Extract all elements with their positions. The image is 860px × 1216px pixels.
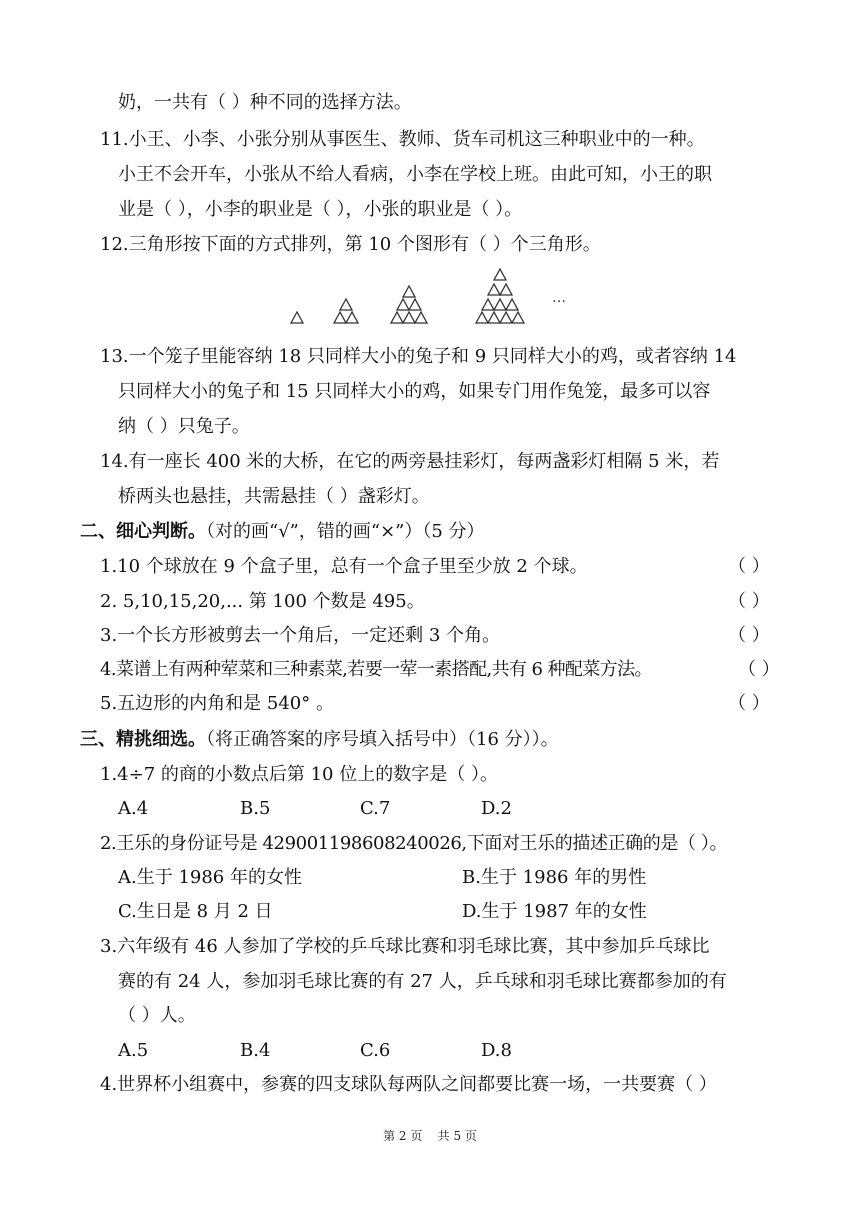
q13-line-1: 13.一个笼子里能容纳 18 只同样大小的兔子和 9 只同样大小的鸡，或者容纳 14 — [100, 346, 737, 367]
judge-item-2: 2. 5,10,15,20,... 第 100 个数是 495。 — [100, 591, 425, 612]
choice-q3-option-c[interactable]: C.6 — [360, 1040, 391, 1061]
choice-q2-option-a[interactable]: A.生于 1986 年的女性 — [118, 867, 302, 888]
choice-q3-option-a[interactable]: A.5 — [118, 1040, 149, 1061]
choice-q2-option-b[interactable]: B.生于 1986 年的男性 — [462, 867, 647, 888]
section2-heading — [80, 520, 485, 544]
triangle-ellipsis: … — [552, 290, 566, 306]
q13-line-2: 只同样大小的兔子和 15 只同样大小的鸡，如果专门用作兔笼，最多可以容 — [118, 381, 711, 402]
judge-answer-5[interactable]: （ ） — [728, 693, 770, 714]
triangle-pattern-figure — [285, 264, 585, 334]
choice-q2: 2.王乐的身份证号是 429001198608240026,下面对王乐的描述正确的是（ ）。 — [100, 833, 728, 854]
choice-q2-option-c[interactable]: C.生日是 8 月 2 日 — [118, 901, 273, 922]
choice-q1-option-c[interactable]: C.7 — [360, 798, 391, 819]
q10-tail: 奶，一共有（ ）种不同的选择方法。 — [118, 92, 412, 113]
q13-line-3: 纳（ ）只兔子。 — [118, 416, 250, 437]
judge-item-3: 3.一个长方形被剪去一个角后，一定还剩 3 个角。 — [100, 625, 501, 646]
page-footer — [0, 1128, 860, 1144]
choice-q3-line-2: 赛的有 24 人，参加羽毛球比赛的有 27 人，乒乓球和羽毛球比赛都参加的有 — [118, 971, 727, 992]
q11-line-1: 11.小王、小李、小张分别从事医生、教师、货车司机这三种职业中的一种。 — [100, 129, 705, 150]
judge-answer-1[interactable]: （ ） — [728, 556, 770, 577]
judge-answer-4[interactable]: （ ） — [738, 659, 780, 680]
q12-text: 12.三角形按下面的方式排列，第 10 个图形有（ ）个三角形。 — [100, 234, 601, 255]
triangle-figure-2 — [334, 299, 358, 323]
choice-q2-option-d[interactable]: D.生于 1987 年的女性 — [462, 901, 647, 922]
judge-answer-3[interactable]: （ ） — [728, 625, 770, 646]
choice-q1-option-b[interactable]: B.5 — [240, 798, 271, 819]
choice-q4: 4.世界杯小组赛中，参赛的四支球队每两队之间都要比赛一场，一共要赛（ ） — [100, 1074, 717, 1095]
choice-q1-option-a[interactable]: A.4 — [118, 798, 149, 819]
q14-line-2: 桥两头也悬挂，共需悬挂（ ）盏彩灯。 — [118, 486, 430, 507]
choice-q3-option-b[interactable]: B.4 — [240, 1040, 271, 1061]
q11-line-2: 小王不会开车，小张从不给人看病，小李在学校上班。由此可知，小王的职 — [118, 164, 712, 185]
choice-q1-option-d[interactable]: D.2 — [481, 798, 512, 819]
choice-q3-option-d[interactable]: D.8 — [481, 1040, 512, 1061]
q14-line-1: 14.有一座长 400 米的大桥，在它的两旁悬挂彩灯，每两盏彩灯相隔 5 米，若 — [100, 451, 720, 472]
section2-note: （对的画“√”，错的画“×”）（5 分） — [206, 521, 485, 542]
choice-q1: 1.4÷7 的商的小数点后第 10 位上的数字是（ ）。 — [100, 764, 498, 785]
triangle-figure-3 — [391, 286, 427, 323]
choice-q3-line-3: （ ）人。 — [118, 1005, 196, 1026]
judge-item-1: 1.10 个球放在 9 个盒子里，总有一个盒子里至少放 2 个球。 — [100, 556, 588, 577]
q11-line-3: 业是（ ），小李的职业是（ ），小张的职业是（ ）。 — [118, 199, 523, 220]
choice-q3-line-1: 3.六年级有 46 人参加了学校的乒乓球比赛和羽毛球比赛，其中参加乒乓球比 — [100, 936, 710, 957]
page-number: 第 2 页 — [383, 1129, 423, 1143]
section3-note: （将正确答案的序号填入括号中）（16 分））。 — [206, 729, 559, 750]
page-total: 共 5 页 — [437, 1129, 477, 1143]
section3-title: 三、精挑细选。 — [80, 729, 206, 750]
section3-heading — [80, 728, 559, 752]
judge-answer-2[interactable]: （ ） — [728, 591, 770, 612]
judge-item-4: 4.菜谱上有两种荤菜和三种素菜,若要一荤一素搭配,共有 6 种配菜方法。 — [100, 659, 652, 680]
triangle-figure-1 — [291, 312, 303, 323]
triangle-figure-4 — [476, 269, 524, 323]
section2-title: 二、细心判断。 — [80, 521, 206, 542]
judge-item-5: 5.五边形的内角和是 540° 。 — [100, 693, 334, 714]
